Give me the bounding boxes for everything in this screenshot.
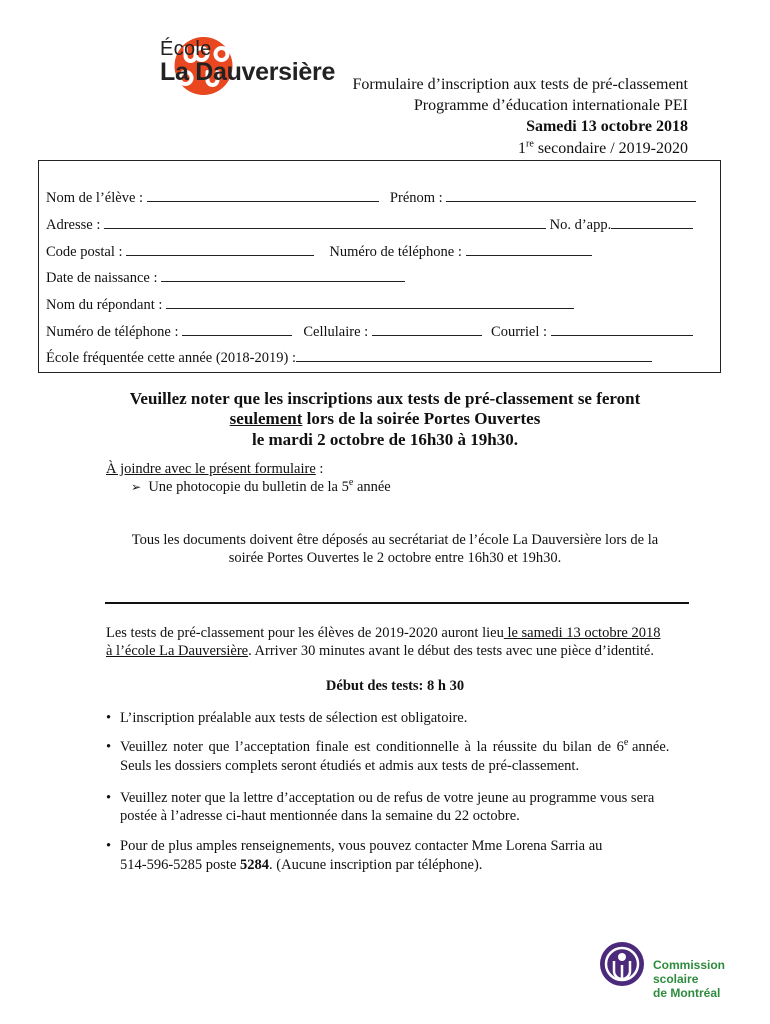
postal-code-field[interactable] [126, 241, 314, 256]
csdm-logo-icon [599, 941, 645, 987]
logo-text-school-name: La Dauversière [160, 58, 336, 86]
logo-text-ecole: École [160, 38, 212, 60]
form-title: Formulaire d’inscription aux tests de pré-classement [352, 76, 688, 93]
bullet-item-2-cont: Seuls les dossiers complets seront étudiés et admis aux tests de pré-classement. [120, 758, 580, 774]
bullet-item-3-cont: postée à l’adresse ci-haut mentionnée dans la semaine du 22 octobre. [120, 808, 520, 824]
bullet-item-2: • Veuillez noter que l’acceptation finale est conditionnelle à la réussite du bilan de 6e année. [106, 737, 670, 755]
csdm-text-line-2: scolaire [653, 972, 699, 986]
test-date: Samedi 13 octobre 2018 [526, 118, 688, 135]
guardian-phone-field[interactable] [182, 321, 292, 336]
program-title: Programme d’éducation internationale PEI [413, 97, 688, 114]
tests-line-2: à l’école La Dauversière. Arriver 30 minutes avant le début des tests avec une pièce d’identité. [106, 643, 654, 659]
first-name-field[interactable] [446, 187, 696, 202]
documents-line-1: Tous les documents doivent être déposés au secrétariat de l’école La Dauversière lors de la [131, 532, 659, 548]
tests-line-1: Les tests de pré-classement pour les élèves de 2019-2020 auront lieu le samedi 13 octobre 2018 [106, 625, 661, 641]
guardian-phone-label: Numéro de téléphone : [46, 324, 179, 340]
address-field[interactable] [104, 214, 546, 229]
bullet-item-1: • L’inscription préalable aux tests de sélection est obligatoire. [106, 710, 468, 726]
section-divider [105, 602, 689, 604]
first-name-label: Prénom : [389, 190, 443, 206]
apartment-label: No. d’app. [549, 217, 612, 233]
documents-line-2: soirée Portes Ouvertes le 2 octobre entre 16h30 et 19h30. [228, 550, 562, 566]
notice-line-2: seulement lors de la soirée Portes Ouvertes [229, 409, 541, 428]
email-field[interactable] [551, 321, 693, 336]
guardian-field[interactable] [166, 294, 574, 309]
cell-field[interactable] [372, 321, 482, 336]
notice-line-1: Veuillez noter que les inscriptions aux tests de pré-classement se feront [129, 389, 641, 408]
form-row-contact [46, 321, 693, 341]
grade-year: 1re secondaire / 2019-2020 [518, 138, 688, 157]
current-school-label: École fréquentée cette année (2018-2019) : [46, 350, 296, 366]
cell-label: Cellulaire : [303, 324, 369, 340]
csdm-text-line-3: de Montréal [653, 986, 721, 1000]
current-school-field[interactable] [296, 347, 652, 362]
phone-label: Numéro de téléphone : [329, 244, 462, 260]
form-row-school [46, 347, 652, 367]
notice-line-3: le mardi 2 octobre de 16h30 à 19h30. [251, 430, 518, 449]
tests-start-time: Début des tests: 8 h 30 [325, 678, 465, 694]
guardian-label: Nom du répondant : [46, 297, 163, 313]
birthdate-field[interactable] [161, 267, 405, 282]
birthdate-label: Date de naissance : [46, 270, 158, 286]
attach-item: ➢ Une photocopie du bulletin de la 5e année [131, 477, 391, 495]
form-row-address [46, 214, 693, 234]
student-name-field[interactable] [147, 187, 379, 202]
bullet-item-3: • Veuillez noter que la lettre d’acceptation ou de refus de votre jeune au programme vous sera [106, 790, 655, 806]
attach-heading: À joindre avec le présent formulaire : [106, 461, 324, 477]
form-row-guardian [46, 294, 574, 314]
bullet-item-4: • Pour de plus amples renseignements, vous pouvez contacter Mme Lorena Sarria au [106, 838, 603, 854]
arrow-bullet-icon: ➢ [131, 480, 142, 494]
address-label: Adresse : [46, 217, 101, 233]
form-row-name [46, 187, 696, 207]
form-row-postal [46, 241, 592, 261]
bullet-item-4-cont: 514-596-5285 poste 5284. (Aucune inscription par téléphone). [120, 857, 483, 873]
email-label: Courriel : [491, 324, 548, 340]
apartment-field[interactable] [611, 214, 693, 229]
postal-code-label: Code postal : [46, 244, 123, 260]
phone-field[interactable] [466, 241, 592, 256]
csdm-text-line-1: Commission [653, 958, 726, 972]
student-name-label: Nom de l’élève : [46, 190, 144, 206]
form-row-birthdate [46, 267, 405, 287]
